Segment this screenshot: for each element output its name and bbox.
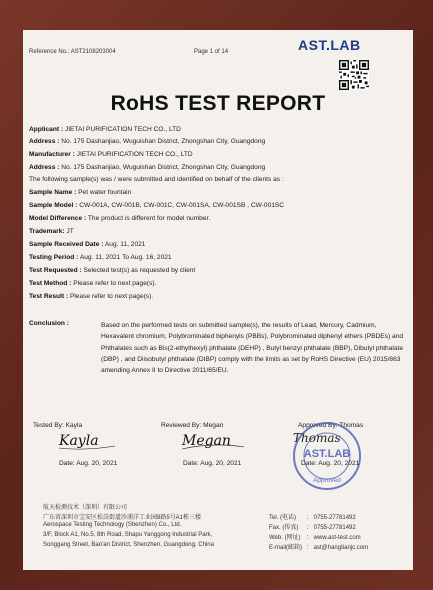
statement-row: The following sample(s) was / were submitted and identified on behalf of the clients as :: [29, 176, 284, 183]
sample-model-value: CW-001A, CW-001B, CW-001C, CW-001SA, CW-001SB , CW-001SC: [79, 202, 285, 209]
received-date-label: Sample Received Date :: [29, 241, 104, 248]
conclusion-text: Based on the performed tests on submitted sample(s), the results of Lead, Mercury, Cadmium, Hexavalent chromium, Polybrominated biphenyls (PBBs), Polybrominated diphenyl ethers (PBDEs) and Phthalates such as Bis(2-ethylhexyl) phthalate (DEHP) , Butyl benzyl phthalate (BBP), Dibutyl phthalate (DBP) , and Diisobutyl phthalate (DIBP) comply with the limits as set by RoHS Directive (EU) 2015/863 amending Annex II to Directive 2011/65/EU.: [101, 322, 403, 375]
web-label: Web. (网址): [269, 535, 301, 541]
test-result-value: Please refer to next page(s).: [69, 293, 154, 300]
applicant-label: Applicant :: [29, 126, 64, 133]
sample-name-row: [29, 189, 131, 196]
reviewed-date: Date: Aug. 20, 2021: [183, 460, 242, 467]
received-date-value: Aug. 11, 2021: [104, 241, 146, 248]
approved-date: Date: Aug. 20, 2021: [301, 460, 360, 467]
address-label: Address :: [29, 164, 60, 171]
company-name-cn: 航天检测技术（深圳）有限公司: [43, 505, 128, 511]
tel-value: ： 0755-27781492: [306, 515, 356, 521]
testing-period-row: [29, 254, 172, 261]
manufacturer-label: Manufacturer :: [29, 151, 75, 158]
model-difference-label: Model Difference :: [29, 215, 87, 222]
stamp-brand: AST.LAB: [303, 448, 351, 460]
manufacturer-row: [29, 151, 193, 158]
stamp-approved: Approved: [313, 477, 341, 484]
test-requested-label: Test Requested :: [29, 267, 82, 274]
test-method-value: Please refer to next page(s).: [73, 280, 157, 287]
approval-stamp: [291, 420, 363, 492]
fax-label: Fax. (传真): [269, 525, 299, 531]
testing-period-value: Aug. 11, 2021 To Aug. 16, 2021: [79, 254, 172, 261]
tested-date: Date: Aug. 20, 2021: [59, 460, 118, 467]
testing-period-label: Testing Period :: [29, 254, 79, 261]
report-title: RoHS TEST REPORT: [110, 92, 326, 115]
test-requested-value: Selected test(s) as requested by client: [83, 267, 196, 274]
email-label: E-mail(邮箱): [269, 545, 302, 551]
test-method-label: Test Method :: [29, 280, 72, 287]
test-method-row: [29, 280, 156, 287]
received-date-row: [29, 241, 145, 248]
reviewed-by-label: Reviewed By: Megan: [161, 422, 224, 429]
approved-by-label: Approved By: Thomas: [298, 422, 364, 429]
model-difference-value: The product is different for model number.: [87, 215, 211, 222]
signature-megan: [178, 428, 248, 452]
sample-model-label: Sample Model :: [29, 202, 78, 209]
signature-megan-text: Megan: [182, 433, 231, 449]
address-label: Address :: [29, 138, 60, 145]
page-number: Page 1 of 14: [194, 49, 229, 55]
signature-kayla-text: Kayla: [59, 433, 99, 449]
trademark-label: Trademark:: [29, 228, 65, 235]
ast-lab-logo: AST.LAB: [298, 37, 361, 53]
report-page: [23, 30, 413, 570]
conclusion-label: Conclusion :: [29, 320, 69, 327]
company-name-en: Aerospace Testing Technology (Shenzhen) Co., Ltd.: [43, 522, 182, 528]
signature-kayla: [55, 428, 125, 452]
applicant-row: [29, 126, 181, 133]
email-value: ： ast@hangtianjc.com: [306, 545, 369, 551]
manufacturer-value: JIETAI PURIFICATION TECH CO., LTD: [76, 151, 193, 158]
tel-label: Tel. (电话): [269, 515, 297, 521]
tested-by-label: Tested By: Kayla: [33, 422, 83, 429]
applicant-address-row: [29, 138, 265, 145]
qr-code-icon: [339, 60, 369, 90]
reference-number: Reference No.: AST2108203004: [29, 49, 116, 55]
manufacturer-address-row: [29, 164, 265, 171]
company-address-cn: 广东省深圳市宝安区松岗街道沙浦洋工业园8路5号A1栋三楼: [43, 515, 202, 521]
test-requested-row: [29, 267, 195, 274]
trademark-row: [29, 228, 74, 235]
test-result-label: Test Result :: [29, 293, 69, 300]
model-difference-row: [29, 215, 210, 222]
manufacturer-address-value: No. 175 Dashanjiao, Wuguishan District, Zhongshan City, Guangdong: [61, 164, 266, 171]
sample-model-row: [29, 202, 284, 209]
company-address-en-1: 3/F, Block A1, No.5, 8th Road, Shapu Yanggong Industrial Park,: [43, 532, 213, 538]
trademark-value: JT: [66, 228, 74, 235]
applicant-address-value: No. 175 Dashanjiao, Wuguishan District, Zhongshan City, Guangdong: [61, 138, 266, 145]
company-address-en-2: Songgang Street, Bao'an District, Shenzhen, Guangdong, China: [43, 542, 214, 548]
test-result-row: [29, 293, 153, 300]
sample-name-label: Sample Name :: [29, 189, 77, 196]
fax-value: ： 0755-27781492: [306, 525, 356, 531]
web-value: ： www.ast-test.com: [306, 535, 361, 541]
applicant-value: JIETAI PURIFICATION TECH CO., LTD: [64, 126, 181, 133]
sample-name-value: Pet water fountain: [78, 189, 132, 196]
signature-thomas-text: Thomas: [293, 431, 341, 445]
